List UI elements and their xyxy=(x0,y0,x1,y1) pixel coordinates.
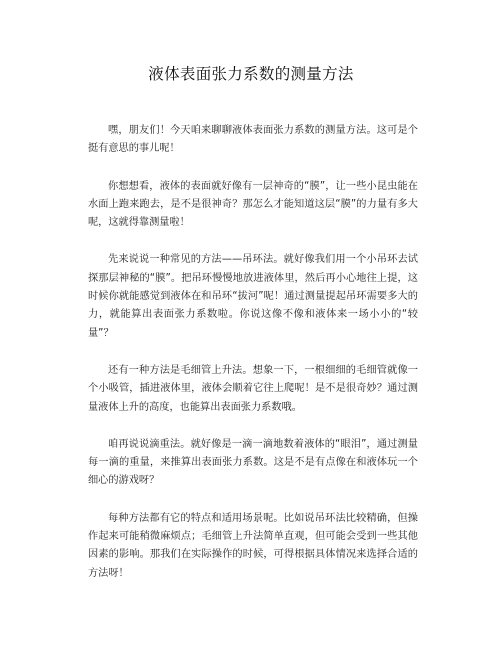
paragraph-capillary-method: 还有一种方法是毛细管上升法。想象一下，一根细细的毛细管就像一个小吸管，插进液体里，液体会顺着它往上爬呢！是不是很奇妙？通过测量液体上升的高度，也能算出表面张力系数哦。 xyxy=(88,364,418,413)
paragraph-surface-film: 你想想看，液体的表面就好像有一层神奇的“膜”，让一些小昆虫能在水面上跑来跑去，是不是很神奇？那怎么才能知道这层“膜”的力量有多大呢，这就得靠测量啦！ xyxy=(88,180,418,229)
paragraph-drop-weight-method: 咱再说说滴重法。就好像是一滴一滴地数着液体的“眼泪”，通过测量每一滴的重量，来推算出表面张力系数。这是不是有点像在和液体玩一个细心的游戏呀？ xyxy=(88,438,418,487)
page-title: 液体表面张力系数的测量方法 xyxy=(148,65,354,83)
paragraph-intro: 嘿，朋友们！今天咱来聊聊液体表面张力系数的测量方法。这可是个挺有意思的事儿呢！ xyxy=(88,125,418,155)
document-body xyxy=(88,122,418,602)
paragraph-ring-method: 先来说说一种常见的方法——吊环法。就好像我们用一个小吊环去试探那层神秘的“膜”。把吊环慢慢地放进液体里，然后再小心地往上提，这时候你就能感觉到液体在和吊环“拔河”呢！通过测量提起吊环需要多大的力，就能算出表面张力系数啦。你说这像不像和液体来一场小小的“较量”？ xyxy=(88,254,418,339)
paragraph-summary: 每种方法都有它的特点和适用场景呢。比如说吊环法比较精确，但操作起来可能稍微麻烦点；毛细管上升法简单直观，但可能会受到一些其他因素的影响。那我们在实际操作的时候，可得根据具体情况来选择合适的方法呀！ xyxy=(88,512,418,579)
